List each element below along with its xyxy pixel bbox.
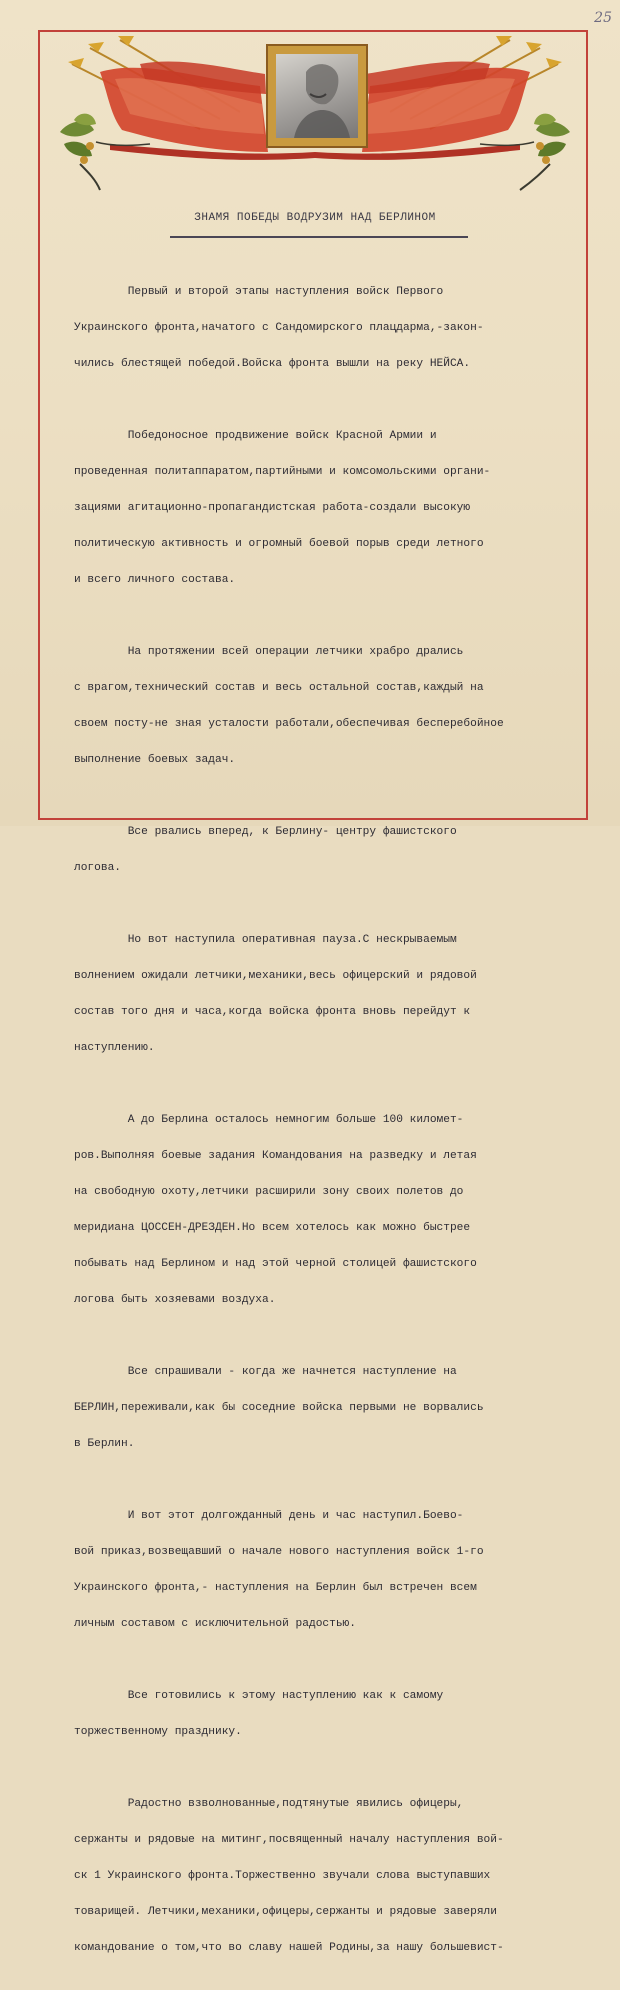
paragraph bbox=[74, 1486, 568, 1654]
text-line: Все готовились к этому наступлению как к самому bbox=[74, 1690, 444, 1702]
text-line: волнением ожидали летчики,механики,весь офицерский и рядовой bbox=[74, 970, 477, 982]
text-line: вой приказ,возвещавший о начале нового наступления войск 1-го bbox=[74, 1546, 484, 1558]
text-line: Но вот наступила оперативная пауза.С нескрываемым bbox=[74, 934, 457, 946]
paragraph bbox=[74, 406, 568, 610]
paragraph bbox=[74, 1090, 568, 1330]
text-line: зациями агитационно-пропагандистская работа-создали высокую bbox=[74, 502, 471, 514]
text-line: Все рвались вперед, к Берлину- центру фашистского bbox=[74, 826, 457, 838]
text-line: наступлению. bbox=[74, 1042, 155, 1054]
document-body bbox=[74, 262, 568, 1990]
paragraph bbox=[74, 622, 568, 790]
text-line: И вот этот долгожданный день и час наступил.Боево- bbox=[74, 1510, 464, 1522]
paragraph bbox=[74, 1666, 568, 1762]
text-line: торжественному празднику. bbox=[74, 1726, 242, 1738]
text-line: сержанты и рядовые на митинг,посвященный началу наступления вой- bbox=[74, 1834, 504, 1846]
text-line: Радостно взволнованные,подтянутые явились офицеры, bbox=[74, 1798, 464, 1810]
text-line: и всего личного состава. bbox=[74, 574, 236, 586]
page-number: 25 bbox=[594, 10, 612, 26]
text-line: БЕРЛИН,переживали,как бы соседние войска первыми не ворвались bbox=[74, 1402, 484, 1414]
text-line: на свободную охоту,летчики расширили зону своих полетов до bbox=[74, 1186, 464, 1198]
text-line: личным составом с исключительной радостью. bbox=[74, 1618, 356, 1630]
text-line: побывать над Берлином и над этой черной столицей фашистского bbox=[74, 1258, 477, 1270]
text-line: Украинского фронта,- наступления на Берлин был встречен всем bbox=[74, 1582, 477, 1594]
paragraph bbox=[74, 910, 568, 1078]
text-line: с врагом,технический состав и весь остальной состав,каждый на bbox=[74, 682, 484, 694]
text-line: состав того дня и часа,когда войска фронта вновь перейдут к bbox=[74, 1006, 471, 1018]
text-line: Первый и второй этапы наступления войск Первого bbox=[74, 286, 444, 298]
text-line: логова. bbox=[74, 862, 121, 874]
text-line: логова быть хозяевами воздуха. bbox=[74, 1294, 276, 1306]
text-line: в Берлин. bbox=[74, 1438, 135, 1450]
leader-portrait bbox=[266, 44, 368, 148]
left-flags-icon bbox=[68, 36, 268, 152]
portrait-image bbox=[276, 54, 358, 138]
text-line: командование о том,что во славу нашей Родины,за нашу большевист- bbox=[74, 1942, 504, 1954]
text-line: меридиана ЦОССЕН-ДРЕЗДЕН.Но всем хотелось как можно быстрее bbox=[74, 1222, 471, 1234]
text-line: Победоносное продвижение войск Красной Армии и bbox=[74, 430, 437, 442]
paragraph bbox=[74, 262, 568, 394]
right-flags-icon bbox=[362, 36, 562, 152]
paragraph bbox=[74, 802, 568, 898]
text-line: ск 1 Украинского фронта.Торжественно звучали слова выступавших bbox=[74, 1870, 491, 1882]
text-line: чились блестящей победой.Войска фронта вышли на реку НЕЙСА. bbox=[74, 358, 471, 370]
paragraph bbox=[74, 1342, 568, 1474]
text-line: ров.Выполняя боевые задания Командования на разведку и летая bbox=[74, 1150, 477, 1162]
text-line: политическую активность и огромный боевой порыв среди летного bbox=[74, 538, 484, 550]
document-title: ЗНАМЯ ПОБЕДЫ ВОДРУЗИМ НАД БЕРЛИНОМ bbox=[194, 212, 436, 224]
text-line: А до Берлина осталось немногим больше 100 километ- bbox=[74, 1114, 464, 1126]
text-line: своем посту-не зная усталости работали,обеспечивая бесперебойное bbox=[74, 718, 504, 730]
text-line: Украинского фронта,начатого с Сандомирского плацдарма,-закон- bbox=[74, 322, 484, 334]
text-line: выполнение боевых задач. bbox=[74, 754, 236, 766]
text-line: товарищей. Летчики,механики,офицеры,сержанты и рядовые заверяли bbox=[74, 1906, 497, 1918]
paragraph bbox=[74, 1774, 568, 1978]
text-line: проведенная политаппаратом,партийными и комсомольскими органи- bbox=[74, 466, 491, 478]
text-line: Все спрашивали - когда же начнется наступление на bbox=[74, 1366, 457, 1378]
text-line: На протяжении всей операции летчики храбро дрались bbox=[74, 646, 464, 658]
title-underline bbox=[170, 236, 468, 238]
portrait-figure-icon bbox=[276, 54, 358, 138]
